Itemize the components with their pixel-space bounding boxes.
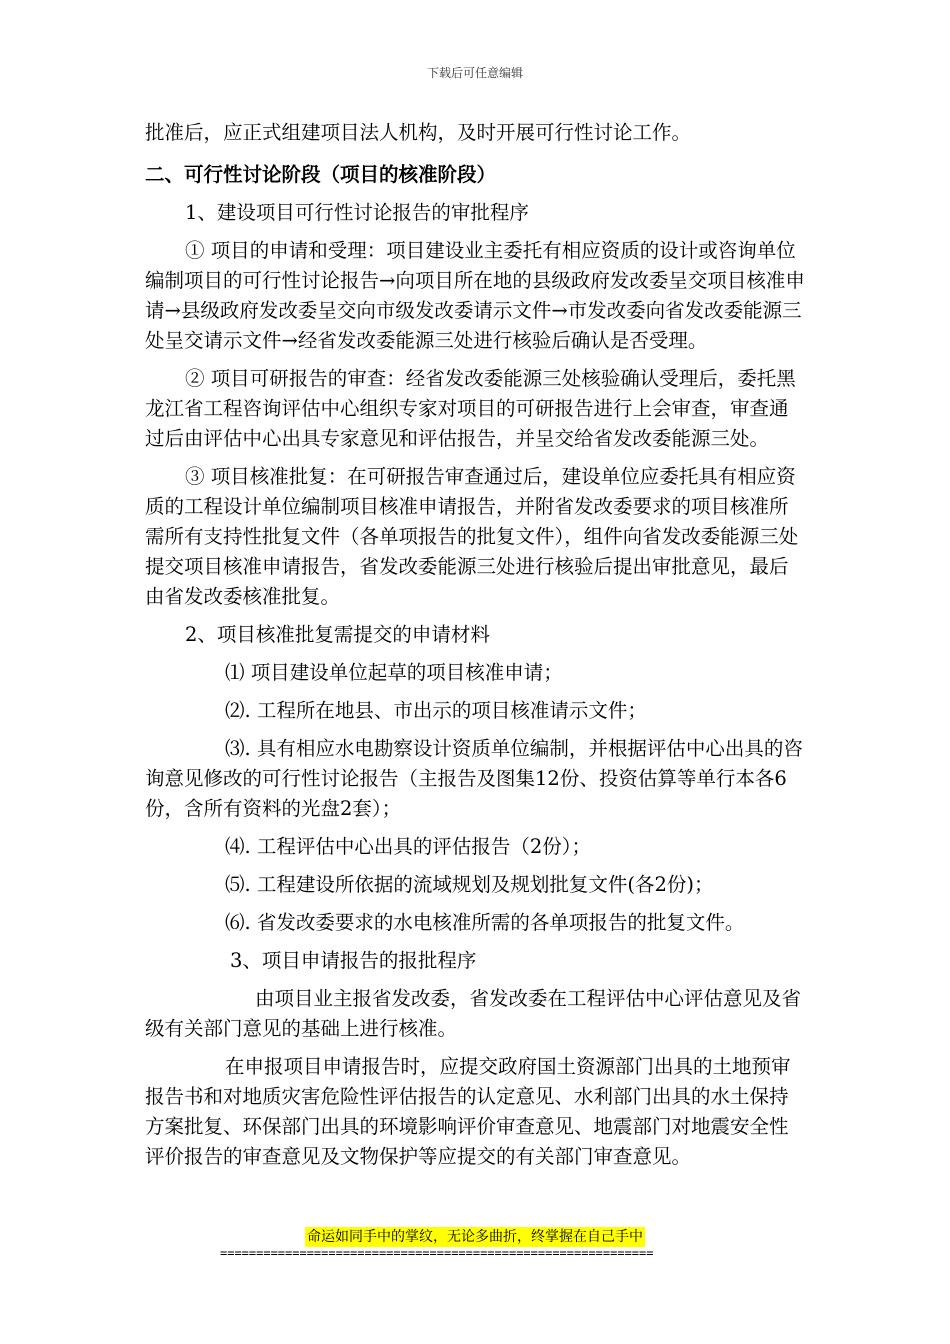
- subsection-3-title: 3、项目申请报告的报批程序: [230, 949, 477, 972]
- page-footer: [0, 1226, 950, 1247]
- footer-motto: 命运如同手中的掌纹，无论多曲折，终掌握在自己手中: [307, 1229, 643, 1245]
- page-header: 下载后可任意编辑: [426, 66, 523, 80]
- material-item-6: ⑹. 省发改委要求的水电核准所需的各单项报告的批复文件。: [225, 911, 745, 934]
- paragraph-intro: 批准后，应正式组建项目法人机构，及时开展可行性讨论工作。: [145, 121, 692, 144]
- footer-rule: ============================================================: [220, 1246, 654, 1260]
- paragraph-approval: ③ 项目核准批复：在可研报告审查通过后，建设单位应委托具有相应资质的工程设计单位编制项目核准申请报告，并附省发改委要求的项目核准所需所有支持性批复文件（各单项报告的批复文件），组件向省发改委能源三处提交项目核准申请报告，省发改委能源三处进行核验后提出审批意见，最后由省发改委核准批复。: [145, 465, 799, 608]
- section-heading: 二、可行性讨论阶段（项目的核准阶段）: [145, 163, 497, 186]
- subsection-1-title: 1、建设项目可行性讨论报告的审批程序: [185, 201, 529, 224]
- subsection-2-title: 2、项目核准批复需提交的申请材料: [185, 623, 490, 646]
- paragraph-documents: 在申报项目申请报告时，应提交政府国土资源部门出具的土地预审报告书和对地质灾害危险性评估报告的认定意见、水利部门出具的水土保持方案批复、环保部门出具的环境影响评价审查意见、地震部门对地震安全性评价报告的审查意见及文物保护等应提交的有关部门审查意见。: [145, 1055, 791, 1168]
- material-item-1: ⑴ 项目建设单位起草的项目核准申请；: [225, 661, 563, 684]
- paragraph-submission: 由项目业主报省发改委，省发改委在工程评估中心评估意见及省级有关部门意见的基础上进行核准。: [145, 987, 802, 1040]
- paragraph-application: ① 项目的申请和受理：项目建设业主委托有相应资质的设计或咨询单位编制项目的可行性讨论报告→向项目所在地的县级政府发改委呈交项目核准申请→县级政府发改委呈交向市级发改委请示文件→市发改委向省发改委能源三处呈交请示文件→经省发改委能源三处进行核验后确认是否受理。: [145, 239, 805, 352]
- material-item-5: ⑸. 工程建设所依据的流域规划及规划批复文件(各2份)；: [225, 873, 714, 896]
- material-item-4: ⑷. 工程评估中心出具的评估报告（2份）；: [225, 835, 592, 858]
- document-body: [145, 118, 805, 1172]
- material-item-3: ⑶. 具有相应水电勘察设计资质单位编制，并根据评估中心出具的咨询意见修改的可行性讨论报告（主报告及图集12份、投资估算等单行本各6份，含所有资料的光盘2套）；: [145, 737, 803, 820]
- material-item-2: ⑵. 工程所在地县、市出示的项目核准请示文件；: [225, 699, 647, 722]
- paragraph-review: ② 项目可研报告的审查：经省发改委能源三处核验确认受理后，委托黑龙江省工程咨询评估中心组织专家对项目的可研报告进行上会审查，审查通过后由评估中心出具专家意见和评估报告，并呈交给省发改委能源三处。: [145, 367, 796, 450]
